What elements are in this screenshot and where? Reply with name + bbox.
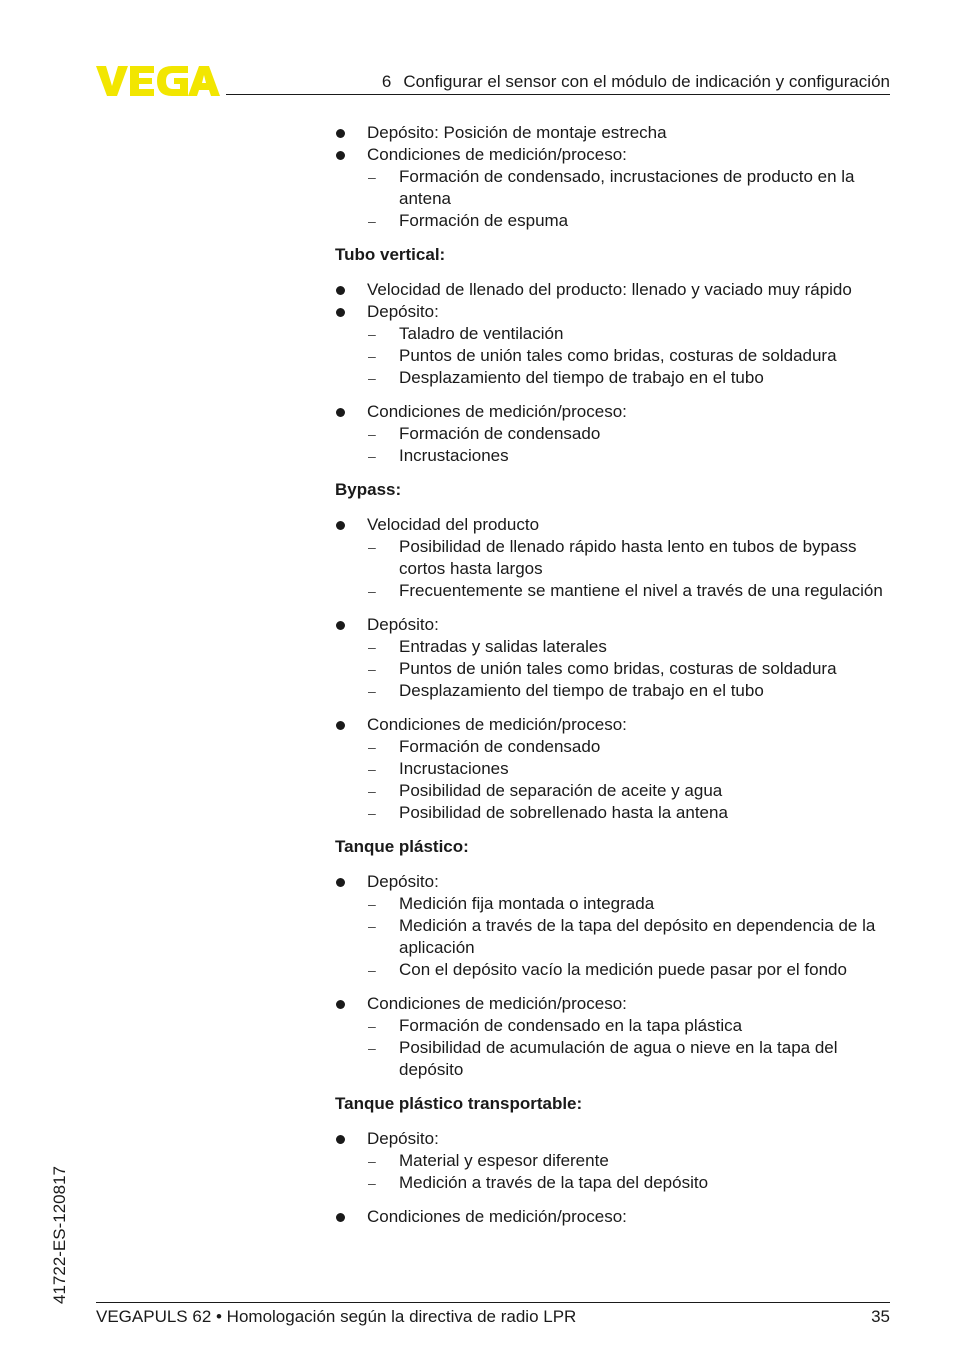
sub-item-text: Posibilidad de acumulación de agua o nieve en la tapa del depósito xyxy=(399,1038,838,1079)
dash-icon: – xyxy=(368,783,376,799)
bullet-text: Depósito: xyxy=(367,872,439,891)
bullet-text: Velocidad del producto xyxy=(367,515,540,534)
sub-item-text: Posibilidad de sobrellenado hasta la antena xyxy=(399,803,728,822)
dash-icon: – xyxy=(368,426,376,442)
sub-item xyxy=(335,423,895,445)
bullet-item xyxy=(335,1128,895,1150)
dash-icon: – xyxy=(368,661,376,677)
sub-item-text: Formación de condensado, incrustaciones de producto en la antena xyxy=(399,167,855,208)
bullet-text: Depósito: Posición de montaje estrecha xyxy=(367,123,667,142)
sub-item xyxy=(335,893,895,915)
bullet-icon xyxy=(336,308,345,317)
bullet-text: Condiciones de medición/proceso: xyxy=(367,715,627,734)
sub-item-text: Incrustaciones xyxy=(399,446,509,465)
bullet-item xyxy=(335,401,895,423)
dash-icon: – xyxy=(368,1153,376,1169)
sub-item xyxy=(335,736,895,758)
bullet-text: Depósito: xyxy=(367,302,439,321)
vega-logo xyxy=(96,64,220,98)
dash-icon: – xyxy=(368,213,376,229)
dash-icon: – xyxy=(368,739,376,755)
sub-item-text: Posibilidad de separación de aceite y agua xyxy=(399,781,723,800)
footer-text: VEGAPULS 62 • Homologación según la directiva de radio LPR xyxy=(96,1307,577,1326)
bullet-group xyxy=(335,401,895,467)
sub-item-text: Desplazamiento del tiempo de trabajo en el tubo xyxy=(399,681,764,700)
section-heading: Tanque plástico: xyxy=(335,837,469,856)
bullet-text: Condiciones de medición/proceso: xyxy=(367,402,627,421)
sub-item xyxy=(335,758,895,780)
footer-rule xyxy=(96,1302,890,1303)
bullet-group xyxy=(335,871,895,981)
document-code: 41722-ES-120817 xyxy=(50,1165,69,1304)
bullet-icon xyxy=(336,408,345,417)
bullet-text: Condiciones de medición/proceso: xyxy=(367,145,627,164)
bullet-item xyxy=(335,301,895,323)
dash-icon: – xyxy=(368,370,376,386)
bullet-icon xyxy=(336,521,345,530)
sub-item-text: Medición fija montada o integrada xyxy=(399,894,655,913)
section-heading: Tanque plástico transportable: xyxy=(335,1094,583,1113)
bullet-icon xyxy=(336,1000,345,1009)
sub-item-text: Puntos de unión tales como bridas, costuras de soldadura xyxy=(399,659,837,678)
bullet-group xyxy=(335,122,895,144)
sub-item-text: Formación de condensado en la tapa plástica xyxy=(399,1016,743,1035)
sub-item-text: Frecuentemente se mantiene el nivel a través de una regulación xyxy=(399,581,883,600)
sub-item xyxy=(335,780,895,802)
dash-icon: – xyxy=(368,448,376,464)
sub-item-text: Posibilidad de llenado rápido hasta lento en tubos de bypass cortos hasta largos xyxy=(399,537,857,578)
dash-icon: – xyxy=(368,918,376,934)
sub-item-text: Puntos de unión tales como bridas, costuras de soldadura xyxy=(399,346,837,365)
running-header xyxy=(382,72,890,92)
main-content xyxy=(335,122,895,1240)
section-number: 6 xyxy=(381,72,392,91)
sub-item xyxy=(335,802,895,824)
bullet-group xyxy=(335,301,895,389)
bullet-item xyxy=(335,1206,895,1228)
sub-item-text: Formación de condensado xyxy=(399,424,601,443)
sub-item xyxy=(335,658,895,680)
section-heading: Tubo vertical: xyxy=(335,245,446,264)
dash-icon: – xyxy=(368,539,376,555)
bullet-item xyxy=(335,614,895,636)
bullet-icon xyxy=(336,1213,345,1222)
dash-icon: – xyxy=(368,896,376,912)
bullet-icon xyxy=(336,151,345,160)
sub-item-text: Medición a través de la tapa del depósito xyxy=(399,1173,709,1192)
bullet-group xyxy=(335,514,895,602)
sub-item xyxy=(335,367,895,389)
bullet-item xyxy=(335,514,895,536)
sub-item xyxy=(335,1015,895,1037)
bullet-text: Depósito: xyxy=(367,615,439,634)
sub-item-text: Medición a través de la tapa del depósito en dependencia de la aplicación xyxy=(399,916,876,957)
bullet-item xyxy=(335,144,895,166)
sub-item xyxy=(335,323,895,345)
sub-item xyxy=(335,536,895,580)
bullet-icon xyxy=(336,721,345,730)
dash-icon: – xyxy=(368,761,376,777)
bullet-icon xyxy=(336,878,345,887)
bullet-item xyxy=(335,714,895,736)
dash-icon: – xyxy=(368,169,376,185)
bullet-icon xyxy=(336,621,345,630)
dash-icon: – xyxy=(368,639,376,655)
bullet-icon xyxy=(336,286,345,295)
bullet-group xyxy=(335,993,895,1081)
dash-icon: – xyxy=(368,1040,376,1056)
sub-item-text: Taladro de ventilación xyxy=(399,324,564,343)
sub-item xyxy=(335,210,895,232)
bullet-group xyxy=(335,279,895,301)
sub-item xyxy=(335,445,895,467)
bullet-text: Condiciones de medición/proceso: xyxy=(367,1207,627,1226)
dash-icon: – xyxy=(368,962,376,978)
sub-item xyxy=(335,1172,895,1194)
dash-icon: – xyxy=(368,1175,376,1191)
dash-icon: – xyxy=(368,348,376,364)
bullet-icon xyxy=(336,1135,345,1144)
sub-item xyxy=(335,915,895,959)
sub-item-text: Material y espesor diferente xyxy=(399,1151,609,1170)
sub-item-text: Formación de condensado xyxy=(399,737,601,756)
bullet-group xyxy=(335,714,895,824)
dash-icon: – xyxy=(368,805,376,821)
bullet-group xyxy=(335,614,895,702)
sub-item-text: Con el depósito vacío la medición puede pasar por el fondo xyxy=(399,960,847,979)
dash-icon: – xyxy=(368,583,376,599)
bullet-item xyxy=(335,122,895,144)
bullet-item xyxy=(335,279,895,301)
page-number: 35 xyxy=(871,1307,890,1326)
bullet-group xyxy=(335,144,895,232)
section-heading: Bypass: xyxy=(335,480,402,499)
dash-icon: – xyxy=(368,326,376,342)
sub-item xyxy=(335,345,895,367)
sub-item-text: Formación de espuma xyxy=(399,211,569,230)
bullet-item xyxy=(335,871,895,893)
dash-icon: – xyxy=(368,1018,376,1034)
section-title: Configurar el sensor con el módulo de indicación y configuración xyxy=(403,72,890,91)
sub-item xyxy=(335,959,895,981)
sub-item xyxy=(335,1150,895,1172)
bullet-group xyxy=(335,1128,895,1194)
bullet-group xyxy=(335,1206,895,1228)
sub-item-text: Entradas y salidas laterales xyxy=(399,637,607,656)
sub-item-text: Incrustaciones xyxy=(399,759,509,778)
header-rule xyxy=(226,94,890,95)
dash-icon: – xyxy=(368,683,376,699)
bullet-text: Condiciones de medición/proceso: xyxy=(367,994,627,1013)
bullet-text: Velocidad de llenado del producto: llenado y vaciado muy rápido xyxy=(367,280,852,299)
bullet-icon xyxy=(336,129,345,138)
bullet-text: Depósito: xyxy=(367,1129,439,1148)
sub-item xyxy=(335,166,895,210)
sub-item xyxy=(335,680,895,702)
bullet-item xyxy=(335,993,895,1015)
sub-item xyxy=(335,580,895,602)
sub-item xyxy=(335,1037,895,1081)
sub-item xyxy=(335,636,895,658)
sub-item-text: Desplazamiento del tiempo de trabajo en el tubo xyxy=(399,368,764,387)
